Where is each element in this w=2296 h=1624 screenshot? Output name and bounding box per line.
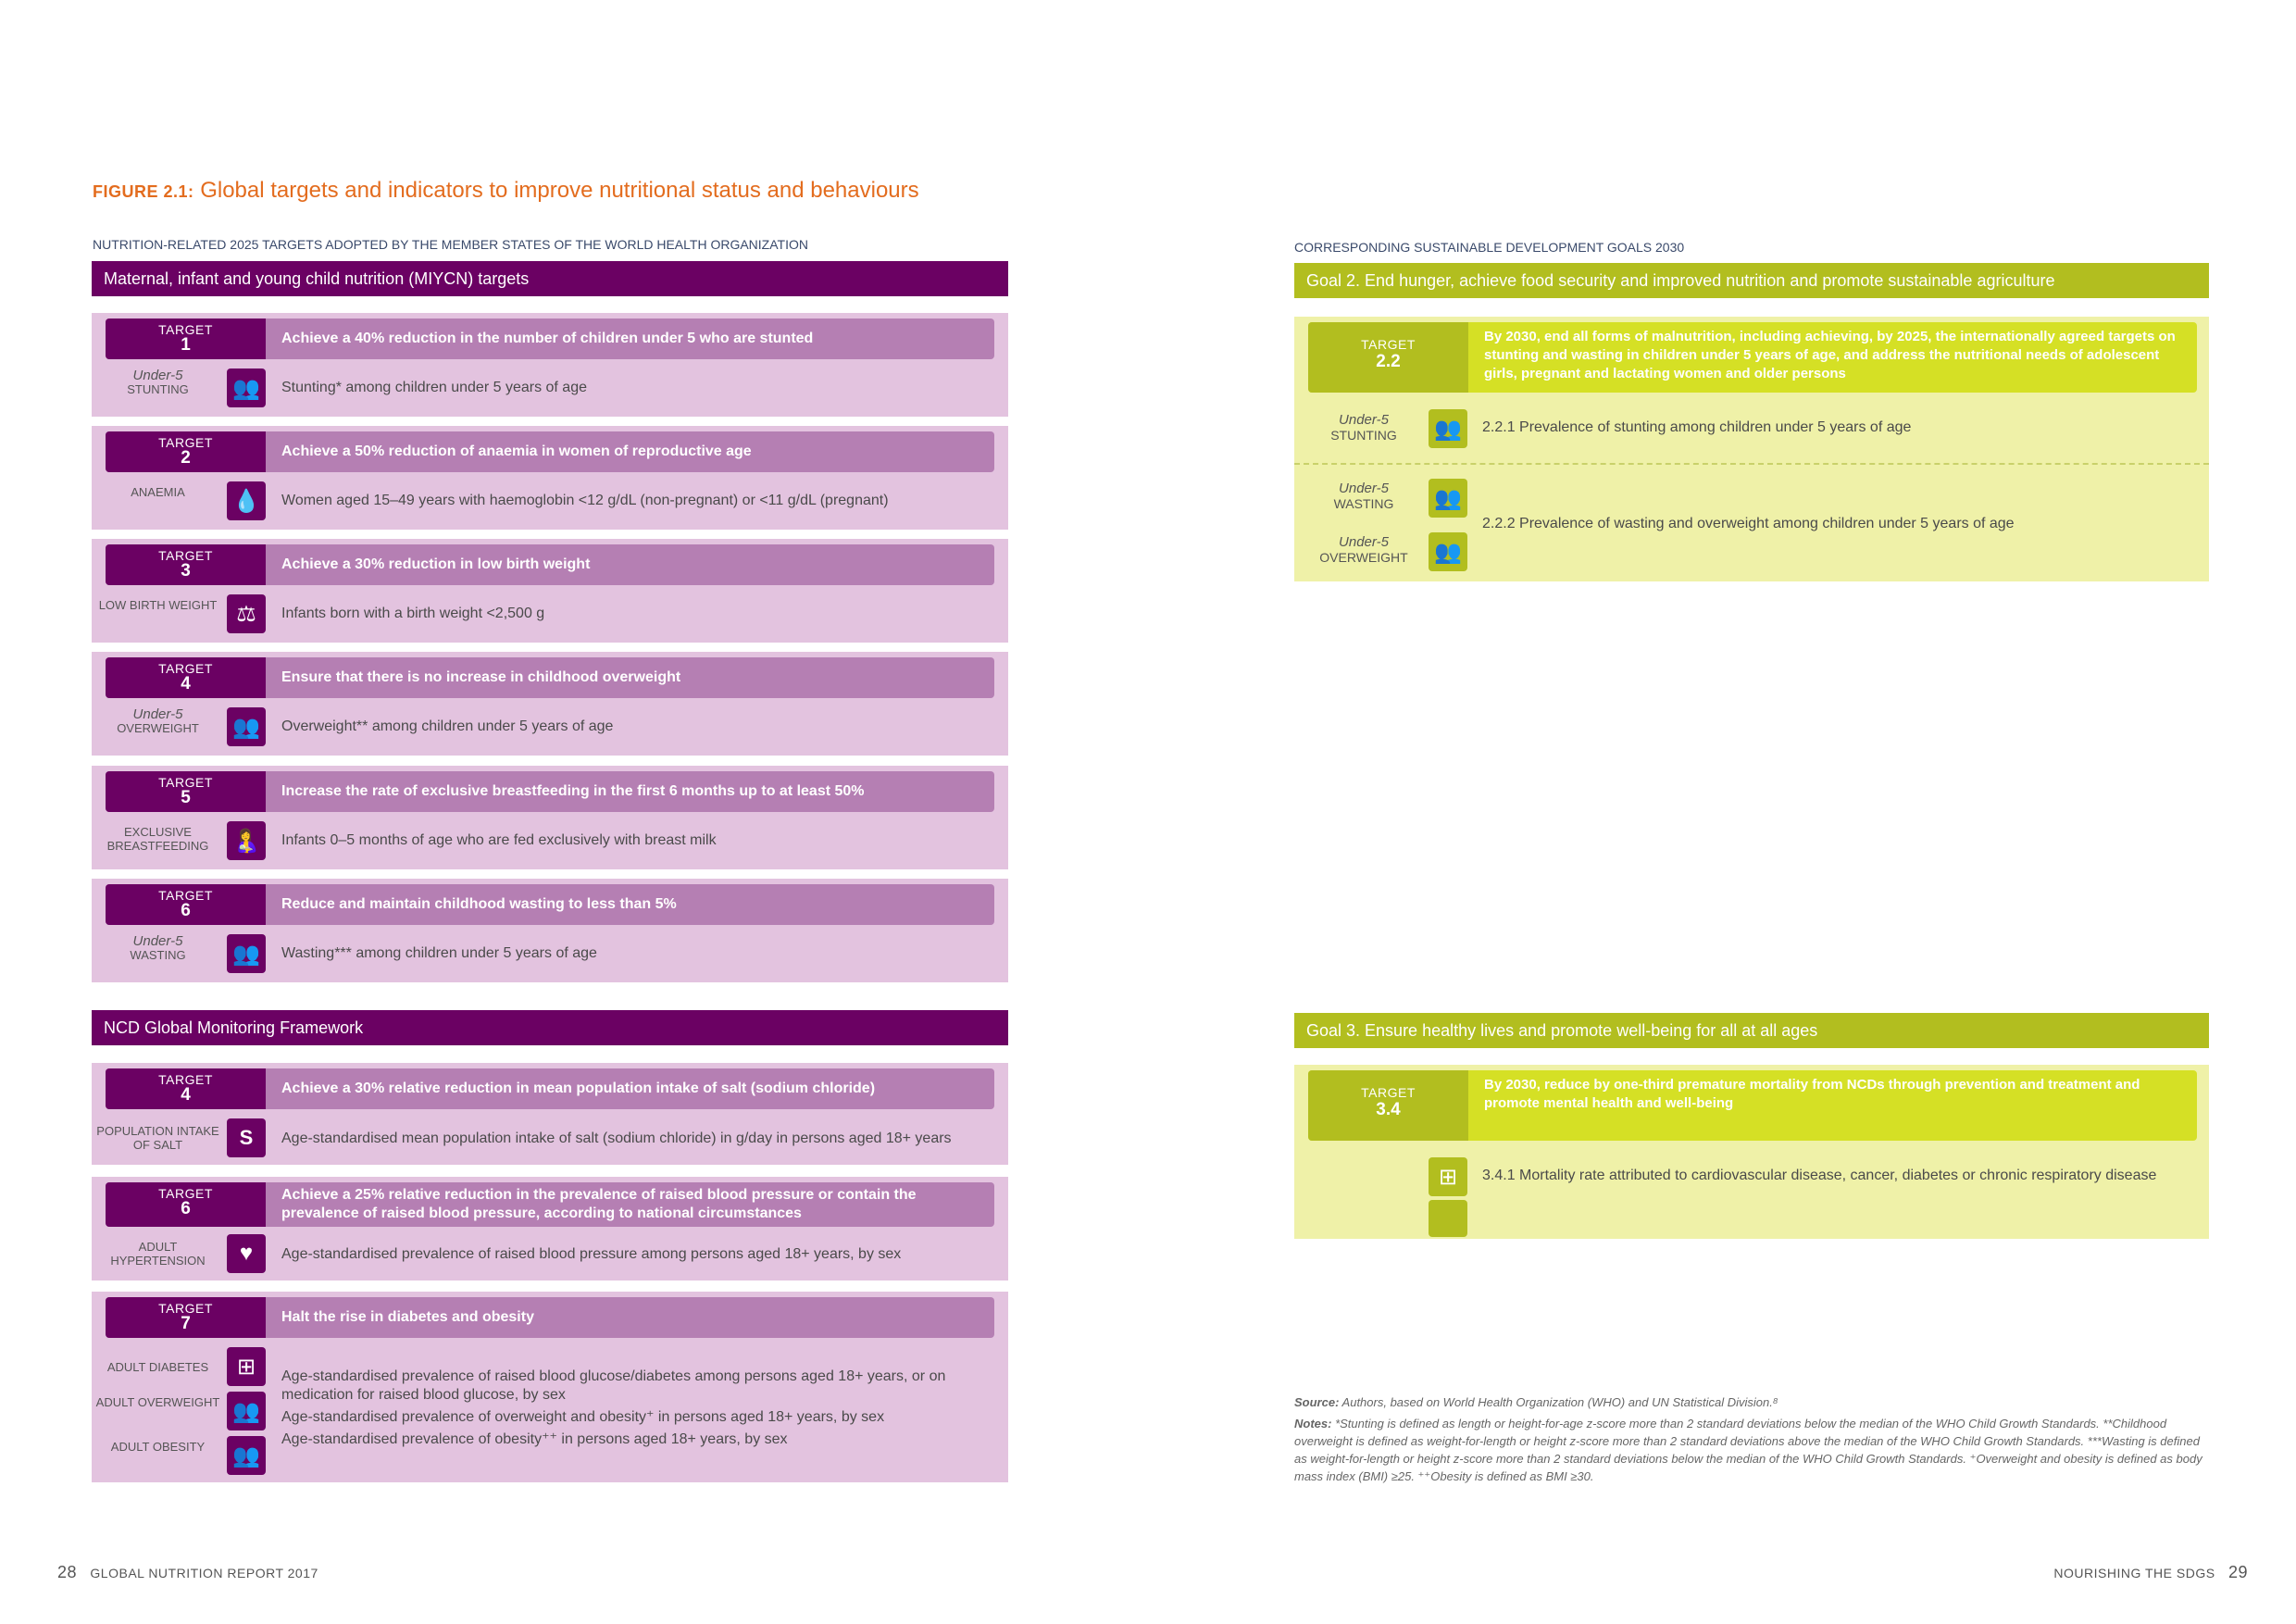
target-text: Halt the rise in diabetes and obesity (281, 1309, 534, 1325)
indicator-text: 2.2.1 Prevalence of stunting among children under 5 years of age (1482, 419, 1912, 435)
label-bottom: STUNTING (127, 382, 189, 396)
indicator-row (92, 365, 1008, 413)
indicator-label (92, 707, 224, 735)
target-row (106, 771, 994, 812)
goal3-target-row (1308, 1070, 2197, 1141)
goal3-block (1294, 1065, 2209, 1239)
goal2-block (1294, 317, 2209, 581)
target-badge (1308, 1070, 1468, 1141)
target-word: TARGET (158, 435, 213, 450)
indicator-row (92, 478, 1008, 526)
figure-title-text: Global targets and indicators to improve nutritional status and behaviours (200, 178, 919, 203)
target-badge (106, 1297, 266, 1338)
children-icon: 👥 (1429, 532, 1467, 571)
target-badge (106, 431, 266, 472)
footer-right (2053, 1563, 2257, 1582)
target-number: 6 (181, 901, 191, 920)
target-number: 1 (181, 335, 191, 355)
label-bottom: WASTING (1333, 496, 1394, 511)
ncd-target-block (92, 1063, 1008, 1165)
goal3-header: Goal 3. Ensure healthy lives and promote well-being for all at all ages (1294, 1013, 2209, 1048)
goal2-header: Goal 2. End hunger, achieve food security and improved nutrition and promote sustainable agriculture (1294, 263, 2209, 298)
stacked-icon-base (1429, 1200, 1467, 1237)
divider (1294, 463, 2209, 465)
indicator-label (92, 369, 224, 396)
source-label: Source: (1294, 1395, 1340, 1409)
indicator-text: 2.2.2 Prevalence of wasting and overweight among children under 5 years of age (1482, 516, 2015, 531)
footer-left-text: GLOBAL NUTRITION REPORT 2017 (90, 1566, 318, 1580)
indicator-label (92, 485, 224, 499)
indicator-text: Age-standardised mean population intake of salt (sodium chloride) in g/day in persons aged 18+ years (281, 1131, 952, 1146)
target-word: TARGET (1361, 337, 1416, 352)
label-top: Under-5 (132, 706, 183, 722)
miycn-target-block (92, 652, 1008, 756)
ncd-target-block (92, 1292, 1008, 1482)
label-top: Under-5 (1339, 534, 1389, 550)
label-bottom: STUNTING (1330, 428, 1397, 443)
target-text: Reduce and maintain childhood wasting to less than 5% (281, 896, 677, 912)
notes-label: Notes: (1294, 1417, 1332, 1430)
label-bottom: LOW BIRTH WEIGHT (98, 598, 218, 612)
target-word: TARGET (158, 661, 213, 676)
label-bottom: ANAEMIA (131, 485, 185, 499)
indicator-row (92, 591, 1008, 639)
label-top: Under-5 (1339, 412, 1389, 428)
indicator-text: Age-standardised prevalence of raised blood pressure among persons aged 18+ years, by sex (281, 1246, 902, 1262)
indicator-label: ADULT OBESITY (110, 1440, 206, 1454)
target-row (106, 319, 994, 359)
indicator-text: Age-standardised prevalence of obesity⁺⁺ in persons aged 18+ years, by sex (281, 1431, 788, 1447)
target-number: 4 (181, 1085, 191, 1105)
figure-label: FIGURE 2.1: (93, 182, 194, 201)
blood-drop-icon: 💧 (227, 481, 266, 520)
footer-left (48, 1563, 318, 1582)
children-icon: 👥 (227, 707, 266, 746)
target-row (106, 1297, 994, 1338)
target-text: Achieve a 30% relative reduction in mean population intake of salt (sodium chloride) (281, 1081, 876, 1096)
target-text: Achieve a 30% reduction in low birth weight (281, 556, 591, 572)
label-bottom: EXCLUSIVE BREASTFEEDING (106, 825, 209, 853)
breastfeeding-icon: 🤱 (227, 821, 266, 860)
ncd-header: NCD Global Monitoring Framework (92, 1010, 1008, 1045)
indicator-row (92, 1234, 1008, 1275)
right-subtitle: CORRESPONDING SUSTAINABLE DEVELOPMENT GOALS 2030 (1294, 240, 1685, 255)
target-row (106, 544, 994, 585)
target-word: TARGET (158, 322, 213, 337)
target-word: TARGET (1361, 1085, 1416, 1100)
miycn-target-block (92, 539, 1008, 643)
target-text: By 2030, reduce by one-third premature mortality from NCDs through prevention and treatment and promote mental health and well-being (1484, 1077, 2140, 1111)
indicator-row (92, 1118, 1008, 1159)
label-bottom: WASTING (130, 948, 186, 962)
adults-icon: 👥 (227, 1392, 266, 1430)
target-row (106, 884, 994, 925)
source-text: Authors, based on World Health Organization (WHO) and UN Statistical Division.⁸ (1341, 1395, 1778, 1409)
target-number: 7 (181, 1314, 191, 1333)
target-word: TARGET (158, 1186, 213, 1201)
indicator-text: 3.4.1 Mortality rate attributed to cardiovascular disease, cancer, diabetes or chronic respiratory disease (1482, 1168, 2157, 1183)
indicator-text: Stunting* among children under 5 years of age (281, 380, 587, 395)
figure-title (93, 178, 919, 204)
target-row (106, 1068, 994, 1109)
target-number: 6 (181, 1199, 191, 1218)
indicator-label (1294, 413, 1433, 443)
indicator-label: ADULT HYPERTENSION (110, 1240, 206, 1268)
footer-right-text: NOURISHING THE SDGS (2053, 1566, 2215, 1580)
target-number: 2.2 (1376, 352, 1401, 371)
indicator-text: Overweight** among children under 5 years of age (281, 718, 614, 734)
indicator-row (92, 704, 1008, 752)
target-number: 4 (181, 674, 191, 693)
left-subtitle: NUTRITION-RELATED 2025 TARGETS ADOPTED BY THE MEMBER STATES OF THE WORLD HEALTH ORGANIZATION (93, 237, 808, 252)
target-row (106, 657, 994, 698)
target-number: 3 (181, 561, 191, 581)
indicator-text: Age-standardised prevalence of overweight and obesity⁺ in persons aged 18+ years, by sex (281, 1409, 885, 1425)
notes (1294, 1415, 2211, 1485)
miycn-target-block (92, 313, 1008, 417)
target-badge (106, 657, 266, 698)
label-bottom: OVERWEIGHT (1319, 550, 1408, 565)
label-top: Under-5 (132, 368, 183, 383)
children-icon: 👥 (1429, 409, 1467, 448)
indicator-label (92, 598, 224, 612)
indicator-row (92, 818, 1008, 866)
target-text: By 2030, end all forms of malnutrition, including achieving, by 2025, the internationally agreed targets on stunting and wasting in children under 5 years of age, and address the nutritional needs of adolescent girls, pregnant and lactating women and older persons (1484, 329, 2176, 381)
children-icon: 👥 (1429, 479, 1467, 518)
target-text: Increase the rate of exclusive breastfeeding in the first 6 months up to at least 50% (281, 783, 865, 799)
indicator-row (92, 931, 1008, 979)
target-badge (106, 319, 266, 359)
target-badge (1308, 322, 1468, 393)
notes-text: *Stunting is defined as length or height-for-age z-score more than 2 standard deviations below the median of the WHO Child Growth Standards. **Childhood overweight is defined as weight-for-length or height z-score more than 2 standard deviations above the median of the WHO Child Growth Standards. ***Wasting is defined as weight-for-length or height z-score more than 2 standard deviations below the median of the WHO Child Growth Standards. ⁺Overweight and obesity is defined as body mass index (BMI) ≥25. ⁺⁺Obesity is defined as BMI ≥30. (1294, 1417, 2202, 1483)
adults-icon: 👥 (227, 1436, 266, 1475)
target-badge (106, 1182, 266, 1227)
glucose-meter-icon: ⊞ (227, 1347, 266, 1386)
indicator-label (92, 825, 224, 853)
source-note (1294, 1393, 2211, 1411)
target-row (106, 1182, 994, 1227)
indicator-label: POPULATION INTAKE OF SALT (96, 1124, 219, 1152)
target-row (106, 431, 994, 472)
miycn-target-block (92, 426, 1008, 530)
label-bottom: OVERWEIGHT (117, 721, 199, 735)
target-text: Achieve a 50% reduction of anaemia in women of reproductive age (281, 443, 752, 459)
target-badge (106, 544, 266, 585)
indicator-label: ADULT OVERWEIGHT (95, 1395, 220, 1409)
ncd-target-block (92, 1177, 1008, 1280)
target-number: 2 (181, 448, 191, 468)
miycn-target-block (92, 766, 1008, 869)
target-badge (106, 884, 266, 925)
scale-icon: ⚖ (227, 594, 266, 633)
indicator-text: Women aged 15–49 years with haemoglobin <12 g/dL (non-pregnant) or <11 g/dL (pregnant) (281, 493, 889, 508)
target-badge (106, 771, 266, 812)
children-icon: 👥 (227, 369, 266, 407)
target-number: 3.4 (1376, 1100, 1401, 1119)
target-text: Achieve a 40% reduction in the number of children under 5 who are stunted (281, 331, 814, 346)
miycn-target-block (92, 879, 1008, 982)
target-word: TARGET (158, 775, 213, 790)
page-number-right: 29 (2227, 1563, 2248, 1581)
salt-shaker-icon: S (227, 1118, 266, 1157)
goal2-target-row (1308, 322, 2197, 393)
children-icon: 👥 (227, 934, 266, 973)
indicator-text: Infants 0–5 months of age who are fed exclusively with breast milk (281, 832, 717, 848)
indicator-label (1294, 481, 1433, 511)
indicator-text: Wasting*** among children under 5 years of age (281, 945, 597, 961)
target-word: TARGET (158, 1301, 213, 1316)
target-badge (106, 1068, 266, 1109)
target-text: Achieve a 25% relative reduction in the prevalence of raised blood pressure or contain the prevalence of raised blood pressure, according to national circumstances (281, 1187, 917, 1221)
indicator-label (1294, 535, 1433, 565)
indicator-text: Age-standardised prevalence of raised blood glucose/diabetes among persons aged 18+ years, or on medication for raised blood glucose, by sex (281, 1368, 946, 1403)
label-top: Under-5 (132, 933, 183, 949)
heart-icon: ♥ (227, 1234, 266, 1273)
target-text: Ensure that there is no increase in childhood overweight (281, 669, 681, 685)
label-top: Under-5 (1339, 481, 1389, 496)
indicator-text: Infants born with a birth weight <2,500 g (281, 606, 545, 621)
miycn-header: Maternal, infant and young child nutrition (MIYCN) targets (92, 261, 1008, 296)
target-number: 5 (181, 788, 191, 807)
indicator-label: ADULT DIABETES (106, 1360, 209, 1374)
page-number-left: 28 (57, 1563, 78, 1581)
target-word: TARGET (158, 548, 213, 563)
indicator-label (92, 934, 224, 962)
glucose-meter-icon: ⊞ (1429, 1157, 1467, 1196)
target-word: TARGET (158, 1072, 213, 1087)
target-word: TARGET (158, 888, 213, 903)
